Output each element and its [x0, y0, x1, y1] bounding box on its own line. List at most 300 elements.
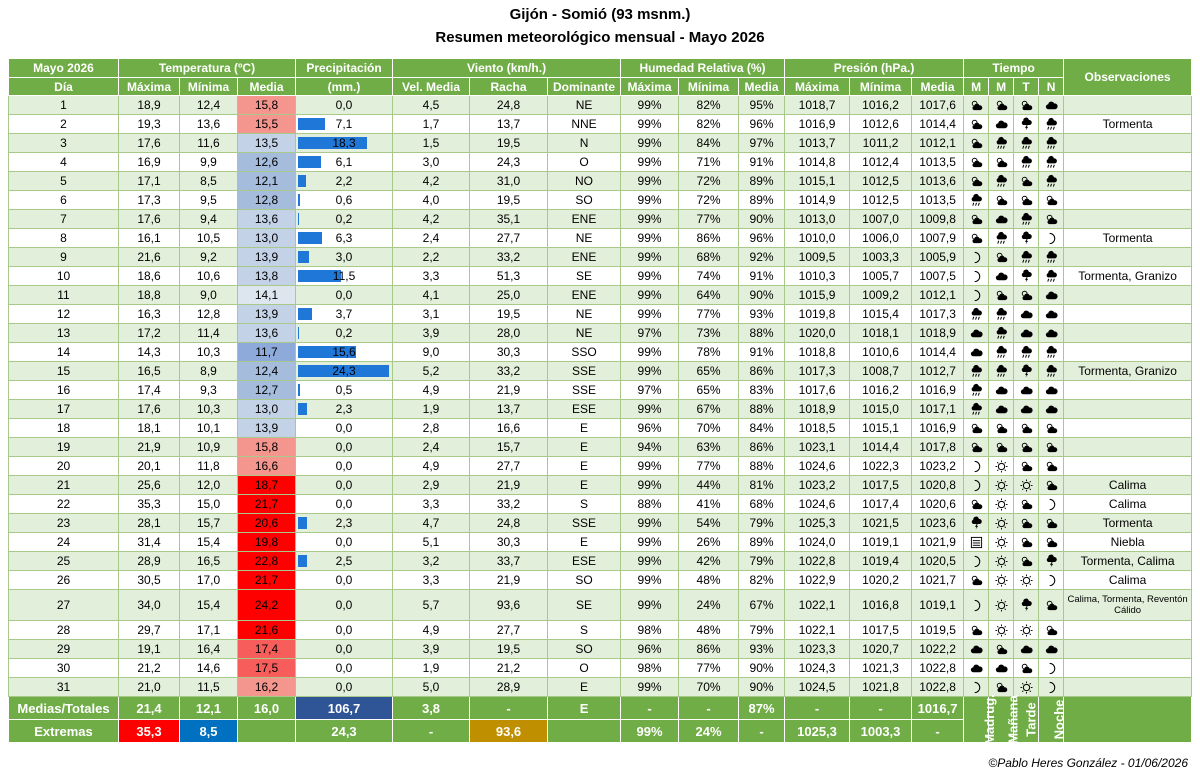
precip-value: 0,0 [335, 623, 353, 637]
pres-min-cell: 1010,6 [850, 343, 912, 362]
weather-cell-4 [1039, 229, 1064, 248]
pres-min-cell: 1003,3 [850, 248, 912, 267]
hum-mean-cell: 91% [739, 343, 785, 362]
wind-dir-cell: SSE [548, 381, 621, 400]
pres-max-cell: 1018,7 [785, 96, 850, 115]
hum-max-cell: 98% [621, 659, 679, 678]
precip-value: 0,0 [335, 680, 353, 694]
wind-dir-cell: E [548, 438, 621, 457]
temp-max-cell: 17,1 [119, 172, 180, 191]
weather-cell-1 [964, 96, 989, 115]
weather-cell-4 [1039, 191, 1064, 210]
pres-max-cell: 1014,9 [785, 191, 850, 210]
partly-cloudy-icon [995, 99, 1008, 112]
header-period-4: N [1039, 78, 1064, 96]
day-cell: 15 [9, 362, 119, 381]
weather-cell-4 [1039, 590, 1064, 621]
moon-icon [1045, 232, 1058, 245]
header-wind-mean: Vel. Media [393, 78, 470, 96]
weather-cell-1 [964, 533, 989, 552]
precip-cell [296, 457, 393, 476]
rain-icon [1045, 346, 1058, 359]
rain-icon [1045, 175, 1058, 188]
weather-cell-4 [1039, 362, 1064, 381]
partly-cloudy-icon [970, 137, 983, 150]
gust-cell: 30,3 [470, 533, 548, 552]
temp-max-cell: 16,9 [119, 153, 180, 172]
cloud-icon [1045, 384, 1058, 397]
moon-icon [970, 599, 983, 612]
pres-max-cell: 1010,3 [785, 267, 850, 286]
partly-cloudy-icon [970, 156, 983, 169]
wind-dir-cell: ENE [548, 248, 621, 267]
header-row-columns [9, 78, 1192, 96]
hum-max-cell: 99% [621, 533, 679, 552]
hum-mean-cell: 88% [739, 457, 785, 476]
wind-dir-cell: NE [548, 305, 621, 324]
gust-cell: 28,9 [470, 678, 548, 697]
day-cell: 7 [9, 210, 119, 229]
wind-mean-cell: 4,1 [393, 286, 470, 305]
weather-cell-1 [964, 343, 989, 362]
partly-cloudy-icon [970, 574, 983, 587]
weather-cell-3 [1014, 96, 1039, 115]
header-pres-max: Máxima [785, 78, 850, 96]
thunderstorm-icon [1020, 232, 1033, 245]
hum-max-cell: 97% [621, 381, 679, 400]
pres-mean-cell: 1023,6 [912, 514, 964, 533]
weather-cell-2 [989, 476, 1014, 495]
gust-cell: 16,6 [470, 419, 548, 438]
precip-value: 18,3 [332, 136, 356, 150]
gust-cell: 35,1 [470, 210, 548, 229]
hum-mean-cell: 93% [739, 640, 785, 659]
hum-max-cell: 99% [621, 115, 679, 134]
partly-cloudy-icon [995, 643, 1008, 656]
wind-dir-cell: ENE [548, 286, 621, 305]
hum-mean-cell: 90% [739, 659, 785, 678]
observations-cell [1064, 248, 1192, 267]
hum-min-cell: 71% [679, 153, 739, 172]
pres-max-cell: 1018,8 [785, 343, 850, 362]
totals-pr: 106,7 [296, 697, 393, 720]
hum-max-cell: 97% [621, 324, 679, 343]
temp-mean-cell: 14,1 [238, 286, 296, 305]
pres-mean-cell: 1017,8 [912, 438, 964, 457]
temp-mean-cell: 15,5 [238, 115, 296, 134]
weather-cell-4 [1039, 419, 1064, 438]
weather-cell-2 [989, 400, 1014, 419]
extremes-gust: 93,6 [470, 720, 548, 743]
totals-wv: 3,8 [393, 697, 470, 720]
gust-cell: 33,7 [470, 552, 548, 571]
pres-max-cell: 1022,9 [785, 571, 850, 590]
cloud-icon [1045, 327, 1058, 340]
temp-min-cell: 10,3 [180, 343, 238, 362]
table-row [9, 305, 1192, 324]
weather-cell-4 [1039, 134, 1064, 153]
temp-max-cell: 17,2 [119, 324, 180, 343]
temp-min-cell: 9,0 [180, 286, 238, 305]
hum-max-cell: 99% [621, 571, 679, 590]
sun-icon [1020, 681, 1033, 694]
thunderstorm-icon [970, 517, 983, 530]
hum-max-cell: 99% [621, 457, 679, 476]
day-cell: 9 [9, 248, 119, 267]
partly-cloudy-icon [970, 175, 983, 188]
weather-cell-4 [1039, 115, 1064, 134]
weather-cell-1 [964, 514, 989, 533]
weather-cell-4 [1039, 267, 1064, 286]
temp-min-cell: 15,4 [180, 590, 238, 621]
precip-bar [298, 156, 321, 168]
table-row [9, 571, 1192, 590]
temp-max-cell: 31,4 [119, 533, 180, 552]
gust-cell: 19,5 [470, 191, 548, 210]
precip-value: 0,0 [335, 421, 353, 435]
header-gust: Racha [470, 78, 548, 96]
partly-cloudy-icon [1020, 555, 1033, 568]
weather-cell-1 [964, 381, 989, 400]
precip-cell [296, 514, 393, 533]
weather-cell-2 [989, 286, 1014, 305]
pres-min-cell: 1006,0 [850, 229, 912, 248]
partly-cloudy-icon [1045, 599, 1058, 612]
pres-max-cell: 1025,3 [785, 514, 850, 533]
wind-dir-cell: E [548, 476, 621, 495]
rain-icon [995, 365, 1008, 378]
gust-cell: 21,9 [470, 381, 548, 400]
weather-cell-1 [964, 267, 989, 286]
day-cell: 18 [9, 419, 119, 438]
weather-cell-3 [1014, 457, 1039, 476]
thunderstorm-icon [1020, 599, 1033, 612]
gust-cell: 27,7 [470, 229, 548, 248]
wind-dir-cell: O [548, 659, 621, 678]
temp-min-cell: 11,6 [180, 134, 238, 153]
hum-max-cell: 99% [621, 286, 679, 305]
precip-value: 11,5 [332, 269, 356, 283]
hum-mean-cell: 96% [739, 115, 785, 134]
hum-mean-cell: 93% [739, 305, 785, 324]
pres-min-cell: 1017,5 [850, 476, 912, 495]
day-cell: 13 [9, 324, 119, 343]
pres-min-cell: 1014,4 [850, 438, 912, 457]
weather-cell-4 [1039, 172, 1064, 191]
table-row [9, 419, 1192, 438]
wind-dir-cell: NE [548, 229, 621, 248]
temp-min-cell: 17,0 [180, 571, 238, 590]
table-row [9, 640, 1192, 659]
period-label-text: Mañana [1005, 695, 1021, 744]
hum-mean-cell: 84% [739, 419, 785, 438]
header-pressure: Presión (hPa.) [785, 59, 964, 78]
pres-min-cell: 1020,7 [850, 640, 912, 659]
wind-mean-cell: 4,9 [393, 381, 470, 400]
extremes-wv: - [393, 720, 470, 743]
wind-mean-cell: 3,3 [393, 267, 470, 286]
cloud-icon [995, 118, 1008, 131]
precip-cell [296, 552, 393, 571]
partly-cloudy-icon [970, 213, 983, 226]
sun-icon [995, 498, 1008, 511]
gust-cell: 19,5 [470, 640, 548, 659]
observations-cell [1064, 438, 1192, 457]
wind-mean-cell: 5,7 [393, 590, 470, 621]
day-cell: 21 [9, 476, 119, 495]
totals-hmed: 87% [739, 697, 785, 720]
cloud-icon [995, 662, 1008, 675]
temp-min-cell: 11,4 [180, 324, 238, 343]
weather-cell-3 [1014, 640, 1039, 659]
pres-max-cell: 1013,0 [785, 210, 850, 229]
cloud-icon [970, 643, 983, 656]
temp-max-cell: 16,5 [119, 362, 180, 381]
partly-cloudy-icon [1045, 441, 1058, 454]
temp-max-cell: 25,6 [119, 476, 180, 495]
observations-cell: Calima, Tormenta, Reventón Cálido [1064, 590, 1192, 621]
pres-mean-cell: 1014,4 [912, 343, 964, 362]
cloud-icon [1020, 384, 1033, 397]
day-cell: 24 [9, 533, 119, 552]
header-temperature: Temperatura (ºC) [119, 59, 296, 78]
precip-cell [296, 229, 393, 248]
partly-cloudy-icon [970, 232, 983, 245]
cloud-icon [1020, 403, 1033, 416]
extremes-hmax: 99% [621, 720, 679, 743]
weather-cell-3 [1014, 115, 1039, 134]
day-cell: 30 [9, 659, 119, 678]
table-body [9, 59, 1192, 743]
wind-mean-cell: 4,9 [393, 621, 470, 640]
hum-min-cell: 54% [679, 514, 739, 533]
hum-min-cell: 70% [679, 678, 739, 697]
partly-cloudy-icon [1045, 213, 1058, 226]
hum-min-cell: 72% [679, 172, 739, 191]
day-cell: 29 [9, 640, 119, 659]
weather-cell-4 [1039, 343, 1064, 362]
precip-value: 0,0 [335, 642, 353, 656]
hum-mean-cell: 95% [739, 96, 785, 115]
moon-icon [970, 460, 983, 473]
hum-max-cell: 99% [621, 400, 679, 419]
precip-cell [296, 362, 393, 381]
day-cell: 2 [9, 115, 119, 134]
pres-max-cell: 1022,8 [785, 552, 850, 571]
weather-cell-2 [989, 248, 1014, 267]
wind-dir-cell: ENE [548, 210, 621, 229]
weather-cell-4 [1039, 659, 1064, 678]
hum-min-cell: 86% [679, 640, 739, 659]
hum-mean-cell: 97% [739, 134, 785, 153]
totals-tmin: 12,1 [180, 697, 238, 720]
extremes-hmed: - [739, 720, 785, 743]
wind-dir-cell: ESE [548, 552, 621, 571]
header-row-groups [9, 59, 1192, 78]
wind-mean-cell: 3,0 [393, 153, 470, 172]
partly-cloudy-icon [995, 441, 1008, 454]
hum-max-cell: 99% [621, 476, 679, 495]
period-label-4 [1039, 697, 1067, 743]
totals-label: Medias/Totales [9, 697, 119, 720]
temp-max-cell: 28,1 [119, 514, 180, 533]
pres-max-cell: 1024,3 [785, 659, 850, 678]
observations-cell [1064, 419, 1192, 438]
header-period-1: M [964, 78, 989, 96]
observations-cell: Tormenta, Granizo [1064, 362, 1192, 381]
temp-min-cell: 12,8 [180, 305, 238, 324]
table-row [9, 286, 1192, 305]
day-cell: 26 [9, 571, 119, 590]
partly-cloudy-icon [970, 441, 983, 454]
weather-cell-4 [1039, 476, 1064, 495]
weather-cell-3 [1014, 495, 1039, 514]
weather-cell-1 [964, 552, 989, 571]
table-row [9, 438, 1192, 457]
precip-cell [296, 495, 393, 514]
wind-dir-cell: SSE [548, 514, 621, 533]
precip-value: 0,0 [335, 661, 353, 675]
precip-cell [296, 343, 393, 362]
temp-min-cell: 11,8 [180, 457, 238, 476]
pres-min-cell: 1012,6 [850, 115, 912, 134]
weather-cell-2 [989, 640, 1014, 659]
precip-value: 7,1 [335, 117, 353, 131]
pres-min-cell: 1021,8 [850, 678, 912, 697]
weather-cell-2 [989, 419, 1014, 438]
temp-mean-cell: 13,9 [238, 305, 296, 324]
precip-cell [296, 659, 393, 678]
hum-min-cell: 86% [679, 229, 739, 248]
precip-cell [296, 153, 393, 172]
moon-icon [1045, 662, 1058, 675]
cloud-icon [995, 403, 1008, 416]
precip-cell [296, 400, 393, 419]
hum-max-cell: 99% [621, 343, 679, 362]
weather-cell-4 [1039, 153, 1064, 172]
weather-cell-4 [1039, 552, 1064, 571]
weather-cell-2 [989, 621, 1014, 640]
weather-cell-3 [1014, 248, 1039, 267]
weather-cell-1 [964, 457, 989, 476]
hum-min-cell: 82% [679, 115, 739, 134]
pres-min-cell: 1016,8 [850, 590, 912, 621]
table-row [9, 590, 1192, 621]
weather-cell-2 [989, 153, 1014, 172]
weather-cell-4 [1039, 678, 1064, 697]
precip-bar [298, 213, 299, 225]
observations-cell [1064, 324, 1192, 343]
wind-mean-cell: 4,9 [393, 457, 470, 476]
page-title: Gijón - Somió (93 msnm.) [509, 6, 691, 23]
wind-dir-cell: NE [548, 96, 621, 115]
rain-icon [995, 175, 1008, 188]
day-cell: 28 [9, 621, 119, 640]
precip-bar [298, 517, 307, 529]
partly-cloudy-icon [995, 194, 1008, 207]
weather-cell-1 [964, 621, 989, 640]
thunderstorm-icon [1045, 555, 1058, 568]
precip-cell [296, 286, 393, 305]
cloud-icon [1020, 327, 1033, 340]
weather-cell-2 [989, 552, 1014, 571]
hum-min-cell: 26% [679, 533, 739, 552]
temp-min-cell: 15,0 [180, 495, 238, 514]
cloud-icon [995, 270, 1008, 283]
table-row [9, 659, 1192, 678]
weather-cell-1 [964, 248, 989, 267]
hum-min-cell: 65% [679, 381, 739, 400]
rain-icon [970, 403, 983, 416]
precip-value: 0,0 [335, 535, 353, 549]
precip-cell [296, 210, 393, 229]
weather-cell-3 [1014, 210, 1039, 229]
table-row [9, 457, 1192, 476]
temp-min-cell: 17,1 [180, 621, 238, 640]
temp-min-cell: 16,5 [180, 552, 238, 571]
weather-cell-4 [1039, 514, 1064, 533]
precip-bar [298, 327, 299, 339]
temp-mean-cell: 13,0 [238, 229, 296, 248]
precip-value: 0,5 [335, 383, 353, 397]
rain-icon [970, 384, 983, 397]
wind-mean-cell: 1,9 [393, 659, 470, 678]
period-label-1 [964, 694, 997, 745]
period-label-text: Noche [1051, 699, 1067, 740]
totals-tmed: 16,0 [238, 697, 296, 720]
pres-mean-cell: 1013,5 [912, 191, 964, 210]
temp-min-cell: 11,5 [180, 678, 238, 697]
weather-cell-2 [989, 381, 1014, 400]
weather-cell-2 [989, 495, 1014, 514]
wind-dir-cell: NNE [548, 115, 621, 134]
pres-max-cell: 1024,6 [785, 495, 850, 514]
hum-min-cell: 77% [679, 210, 739, 229]
pres-max-cell: 1016,9 [785, 115, 850, 134]
gust-cell: 24,3 [470, 153, 548, 172]
temp-mean-cell: 12,8 [238, 191, 296, 210]
header-hum-max: Máxima [621, 78, 679, 96]
temp-mean-cell: 15,8 [238, 438, 296, 457]
weather-cell-1 [964, 495, 989, 514]
partly-cloudy-icon [1045, 536, 1058, 549]
precip-value: 0,0 [335, 497, 353, 511]
wind-dir-cell: SO [548, 571, 621, 590]
precip-value: 0,0 [335, 478, 353, 492]
gust-cell: 93,6 [470, 590, 548, 621]
weather-cell-4 [1039, 438, 1064, 457]
moon-icon [970, 251, 983, 264]
partly-cloudy-icon [995, 681, 1008, 694]
partly-cloudy-icon [1020, 175, 1033, 188]
weather-cell-3 [1014, 400, 1039, 419]
observations-cell: Tormenta [1064, 229, 1192, 248]
gust-cell: 27,7 [470, 457, 548, 476]
temp-max-cell: 35,3 [119, 495, 180, 514]
hum-max-cell: 99% [621, 172, 679, 191]
temp-max-cell: 28,9 [119, 552, 180, 571]
wind-mean-cell: 9,0 [393, 343, 470, 362]
totals-hmin: - [679, 697, 739, 720]
hum-mean-cell: 88% [739, 324, 785, 343]
pres-max-cell: 1023,3 [785, 640, 850, 659]
table-row [9, 134, 1192, 153]
gust-cell: 33,2 [470, 362, 548, 381]
hum-mean-cell: 88% [739, 400, 785, 419]
precip-value: 0,0 [335, 598, 353, 612]
observations-cell [1064, 286, 1192, 305]
gust-cell: 21,9 [470, 476, 548, 495]
